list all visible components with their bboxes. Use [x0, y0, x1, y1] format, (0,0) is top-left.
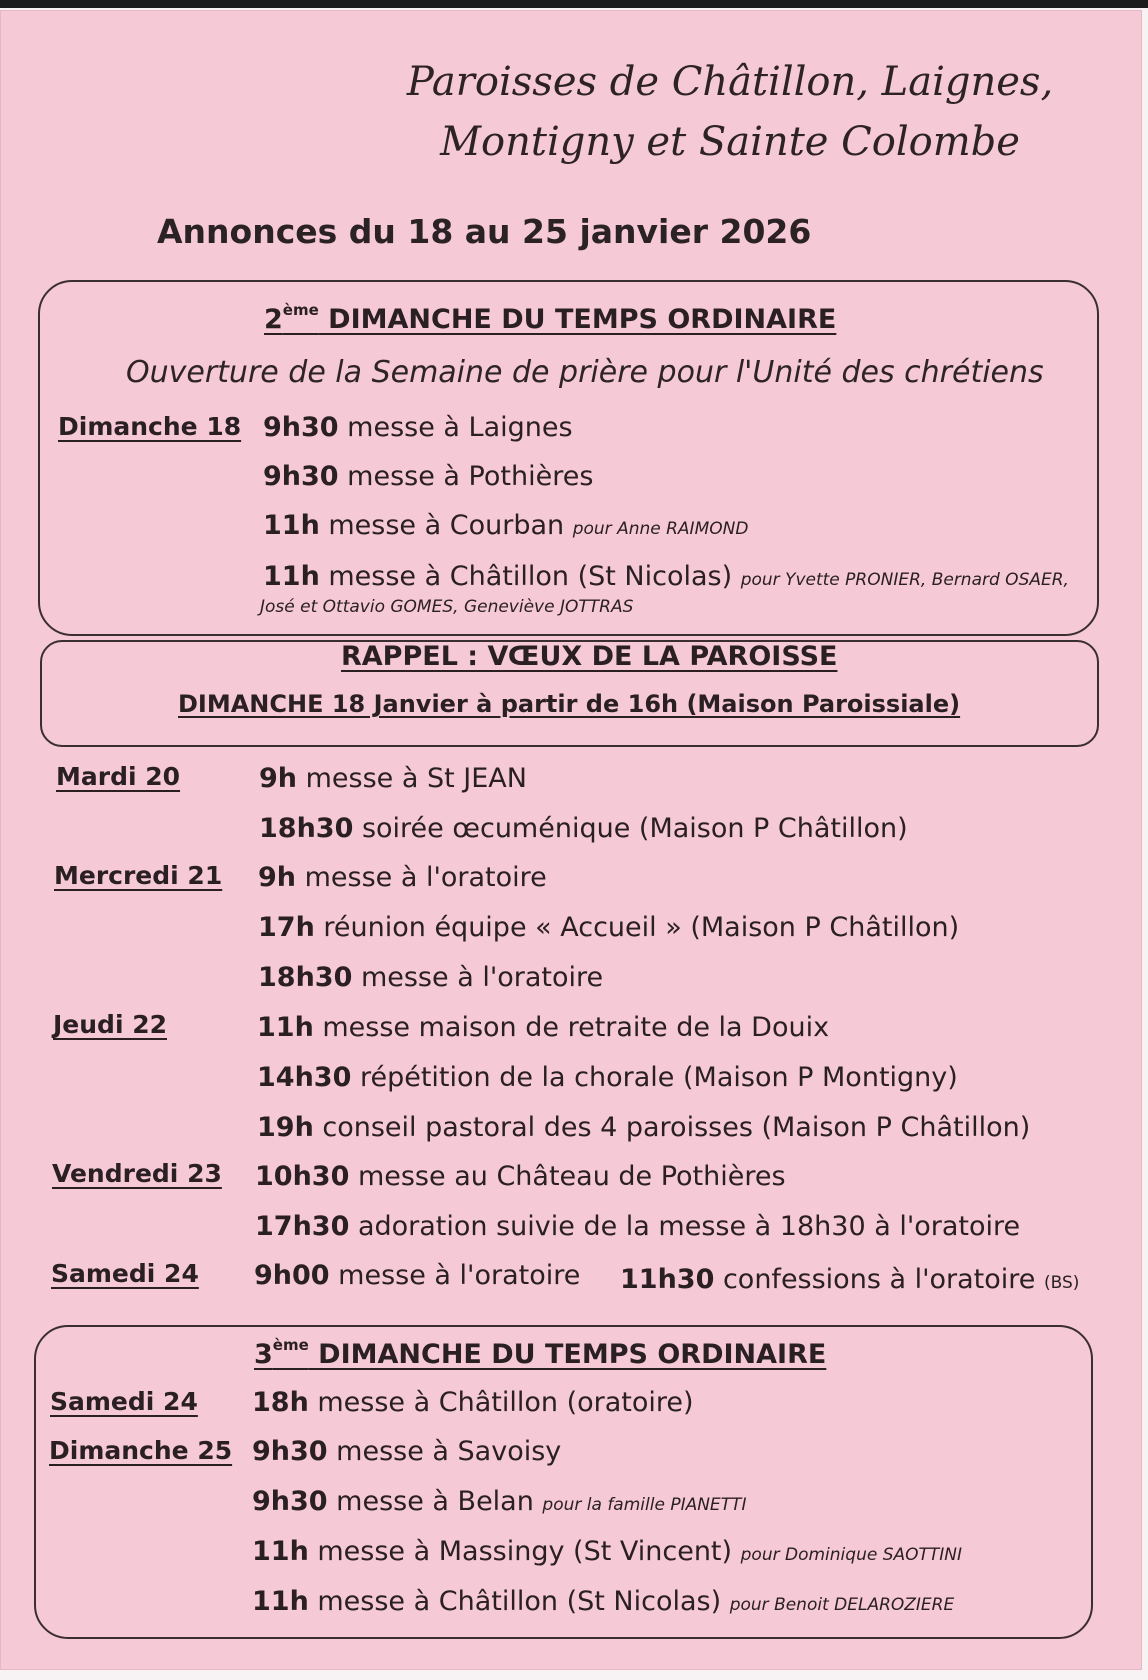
schedule-entry: 11h messe maison de retraite de la Douix: [257, 1012, 830, 1043]
schedule-entry: 9h messe à l'oratoire: [258, 862, 547, 893]
day-label-saturday-24-vigil: Samedi 24: [50, 1387, 198, 1416]
schedule-entry: 9h30 messe à Belan pour la famille PIANETTI: [252, 1486, 747, 1517]
day-label-thursday-22: Jeudi 22: [53, 1010, 168, 1039]
rappel-detail: DIMANCHE 18 Janvier à partir de 16h (Maison Paroissiale): [178, 690, 961, 718]
schedule-entry: 11h messe à Châtillon (St Nicolas) pour Benoit DELAROZIERE: [252, 1586, 955, 1617]
day-label-sunday-25: Dimanche 25: [49, 1436, 233, 1465]
second-sunday-heading: 2ème DIMANCHE DU TEMPS ORDINAIRE: [264, 301, 837, 335]
parish-header-line-1: Paroisses de Châtillon, Laignes,: [406, 59, 1054, 105]
schedule-entry: 11h messe à Courban pour Anne RAIMOND: [263, 510, 749, 541]
ordinal-suffix: ème: [282, 301, 319, 319]
announcement-sheet: [0, 10, 1142, 1670]
schedule-entry: 11h30 confessions à l'oratoire (BS): [620, 1264, 1080, 1295]
scan-top-edge: [0, 0, 1148, 8]
parish-header: [380, 52, 1080, 172]
day-label-saturday-24: Samedi 24: [51, 1259, 199, 1288]
schedule-entry: 9h messe à St JEAN: [259, 763, 527, 794]
day-label-tuesday-20: Mardi 20: [56, 762, 181, 791]
ordinal-suffix: ème: [272, 1336, 309, 1354]
schedule-entry: 11h messe à Massingy (St Vincent) pour Dominique SAOTTINI: [252, 1536, 963, 1567]
schedule-entry: 9h30 messe à Savoisy: [252, 1436, 562, 1467]
day-label-friday-23: Vendredi 23: [52, 1159, 222, 1188]
day-label-sunday-18: Dimanche 18: [58, 412, 242, 441]
third-sunday-heading: 3ème DIMANCHE DU TEMPS ORDINAIRE: [254, 1336, 827, 1370]
schedule-entry: 19h conseil pastoral des 4 paroisses (Maison P Châtillon): [257, 1112, 1031, 1143]
schedule-entry: 17h30 adoration suivie de la messe à 18h30 à l'oratoire: [255, 1211, 1021, 1242]
schedule-entry: 10h30 messe au Château de Pothières: [255, 1161, 786, 1192]
schedule-entry: 9h30 messe à Pothières: [263, 461, 594, 492]
schedule-entry: 9h30 messe à Laignes: [263, 412, 573, 443]
schedule-entry: 9h00 messe à l'oratoire: [254, 1260, 581, 1291]
intention-continuation: José et Ottavio GOMES, Geneviève JOTTRAS: [260, 597, 634, 617]
rappel-heading: RAPPEL : VŒUX DE LA PAROISSE: [341, 641, 838, 672]
announcements-title: Annonces du 18 au 25 janvier 2026: [157, 212, 812, 251]
schedule-entry: 18h30 soirée œcuménique (Maison P Châtillon): [259, 813, 908, 844]
unity-week-line: Ouverture de la Semaine de prière pour l'Unité des chrétiens: [126, 355, 1044, 390]
parish-header-line-2: Montigny et Sainte Colombe: [440, 119, 1020, 165]
schedule-entry: 14h30 répétition de la chorale (Maison P Montigny): [257, 1062, 958, 1093]
schedule-entry: 11h messe à Châtillon (St Nicolas) pour Yvette PRONIER, Bernard OSAER,: [263, 561, 1069, 592]
schedule-entry: 18h messe à Châtillon (oratoire): [252, 1387, 694, 1418]
day-label-wednesday-21: Mercredi 21: [54, 861, 223, 890]
schedule-entry: 18h30 messe à l'oratoire: [258, 962, 604, 993]
schedule-entry: 17h réunion équipe « Accueil » (Maison P Châtillon): [258, 912, 960, 943]
